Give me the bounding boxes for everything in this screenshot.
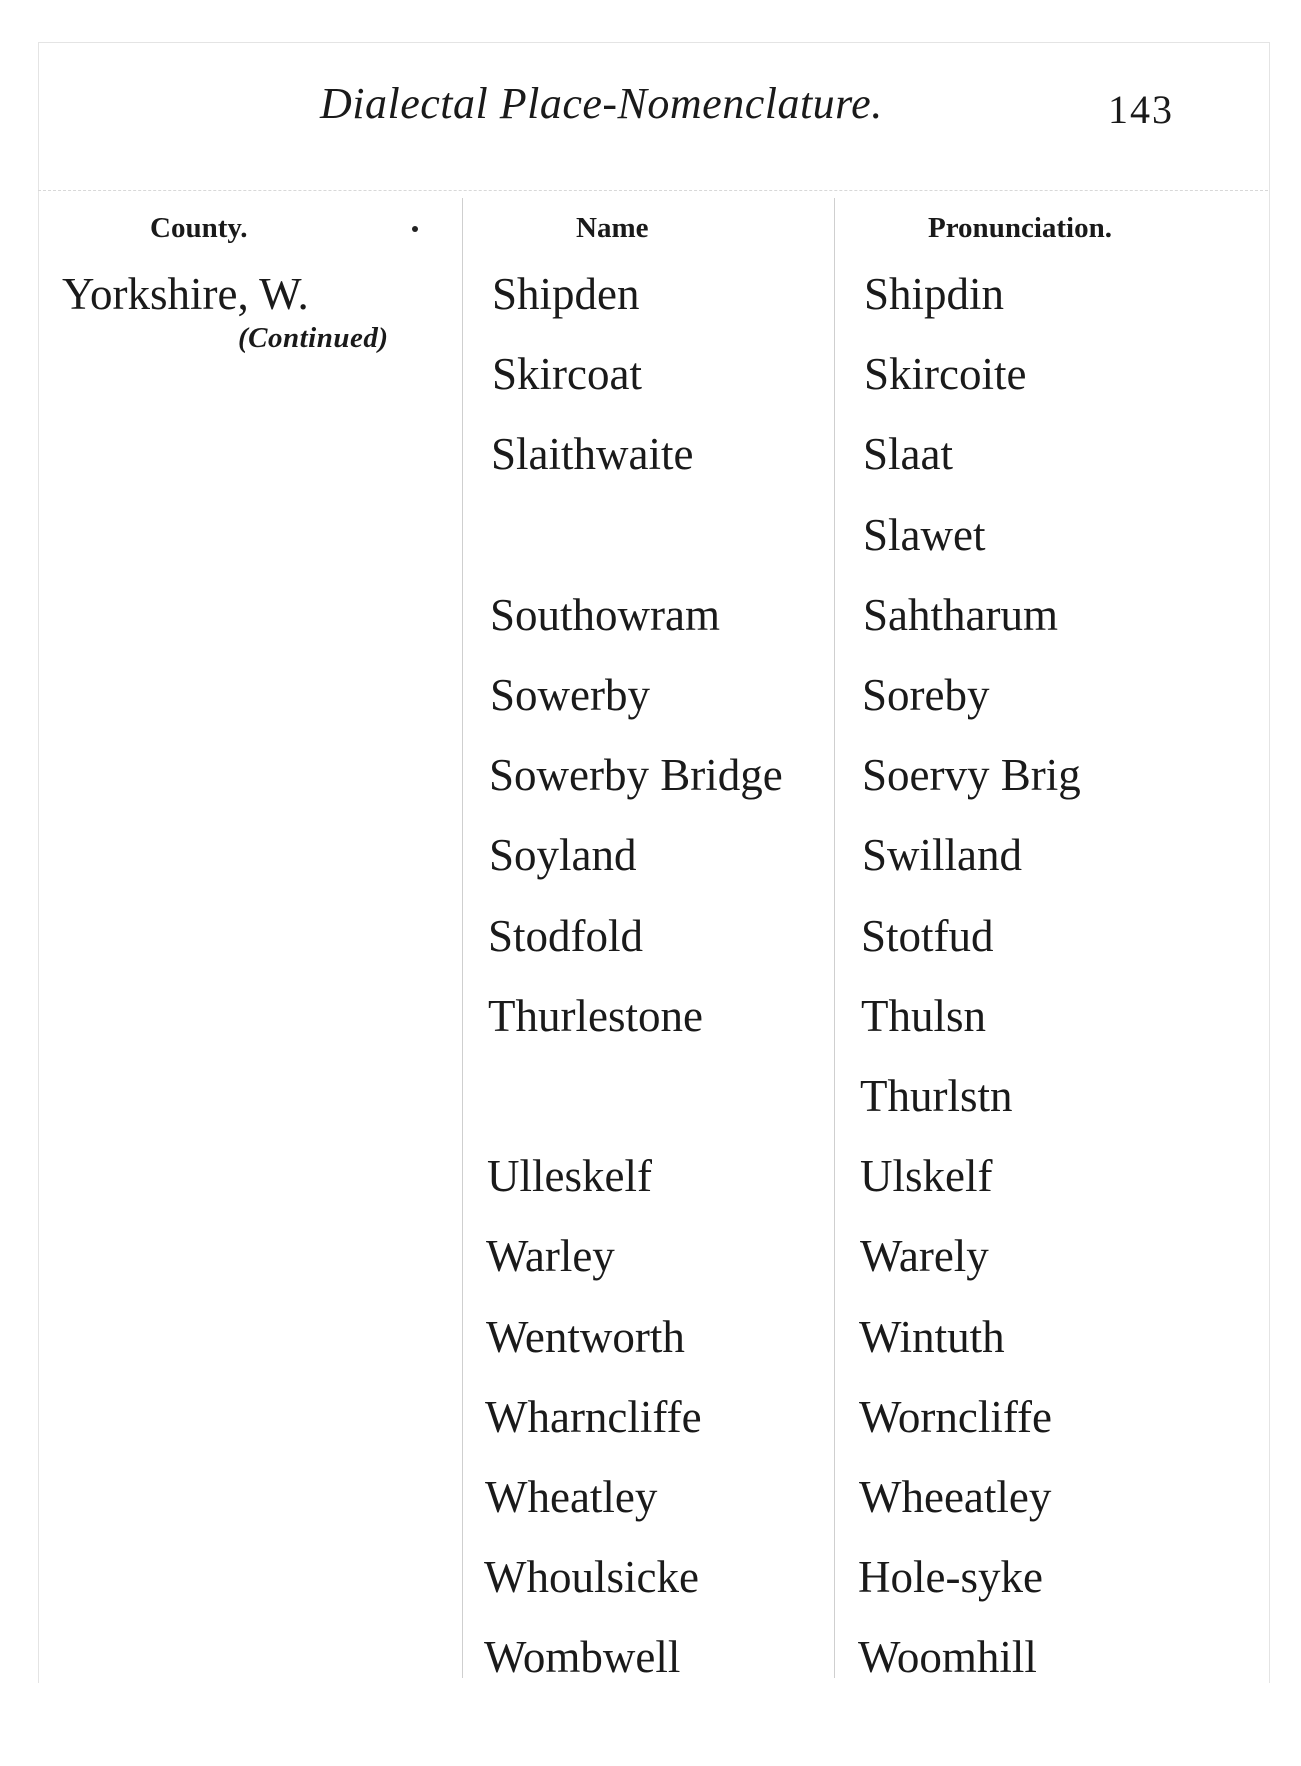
place-name: Shipden — [492, 269, 640, 319]
pronunciation: Wheeatley — [859, 1472, 1052, 1522]
column-header-name: Name — [576, 212, 649, 244]
place-name: Thurlestone — [488, 991, 703, 1041]
county-note: (Continued) — [238, 322, 389, 354]
page-number: 143 — [1108, 87, 1174, 132]
pronunciation: Hole-syke — [858, 1552, 1043, 1602]
column-header-pronunciation: Pronunciation. — [928, 212, 1112, 244]
column-header-county: County. — [150, 212, 248, 244]
place-name: Sowerby Bridge — [489, 750, 783, 800]
pronunciation: Soreby — [862, 670, 990, 720]
pronunciation: Stotfud — [861, 911, 994, 961]
place-name: Ulleskelf — [487, 1151, 652, 1201]
pronunciation: Swilland — [862, 830, 1023, 880]
pronunciation: Woomhill — [858, 1632, 1037, 1682]
pronunciation: Sahtharum — [863, 590, 1058, 640]
place-name: Soyland — [489, 830, 637, 880]
place-name: Sowerby — [490, 670, 650, 720]
place-name: Wheatley — [485, 1472, 658, 1522]
place-name: Wharncliffe — [485, 1392, 702, 1442]
place-name: Wentworth — [486, 1312, 685, 1362]
pronunciation: Slawet — [863, 510, 986, 560]
pronunciation: Worncliffe — [859, 1392, 1052, 1442]
pronunciation: Soervy Brig — [862, 750, 1081, 800]
running-title: Dialectal Place-Nomenclature. — [320, 79, 883, 128]
place-name: Whoulsicke — [484, 1552, 699, 1602]
pronunciation: Wintuth — [859, 1312, 1005, 1362]
county-name: Yorkshire, W. — [62, 269, 309, 319]
place-name: Stodfold — [488, 911, 644, 961]
place-name: Wombwell — [484, 1632, 681, 1682]
pronunciation: Skircoite — [864, 349, 1027, 399]
pronunciation: Slaat — [863, 429, 953, 479]
place-name: Slaithwaite — [491, 429, 694, 479]
pronunciation: Warely — [860, 1231, 989, 1281]
pronunciation: Ulskelf — [860, 1151, 993, 1201]
place-name: Warley — [486, 1231, 615, 1281]
place-name: Skircoat — [492, 349, 642, 399]
pronunciation: Shipdin — [864, 269, 1005, 319]
pronunciation: Thurlstn — [860, 1071, 1013, 1121]
place-name: Southowram — [490, 590, 720, 640]
pronunciation: Thulsn — [861, 991, 987, 1041]
